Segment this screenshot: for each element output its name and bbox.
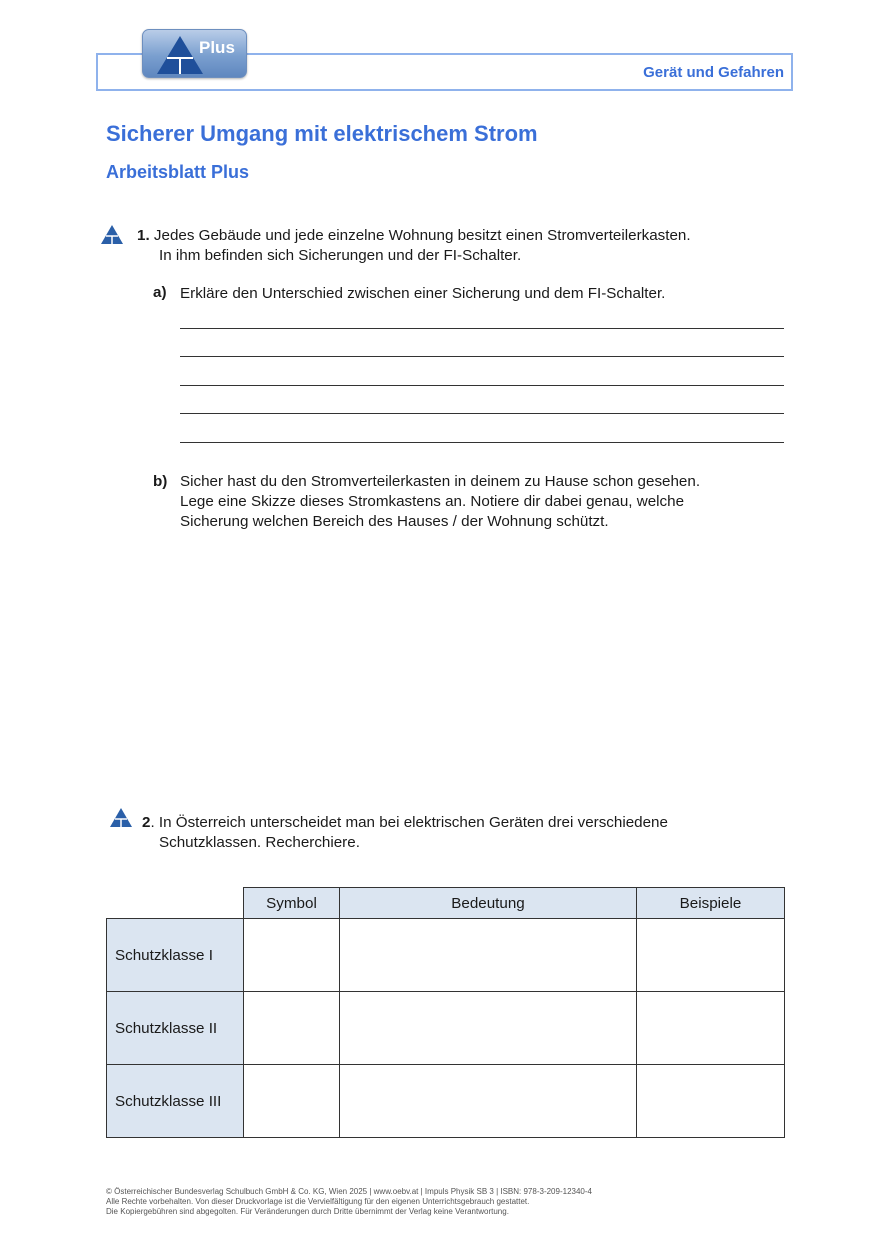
column-header-symbol: Symbol	[244, 888, 340, 919]
answer-line[interactable]	[180, 385, 784, 386]
table-cell[interactable]	[244, 919, 340, 992]
task2-number: 2	[142, 814, 151, 831]
table-cell[interactable]	[340, 1065, 637, 1138]
task1-number: 1.	[137, 227, 150, 244]
answer-line[interactable]	[180, 442, 784, 443]
task2-text	[142, 813, 668, 853]
table-row	[107, 919, 785, 992]
task1-line1: Jedes Gebäude und jede einzelne Wohnung besitzt einen Stromverteilerkasten.	[153, 227, 691, 244]
task1-text	[137, 226, 691, 266]
page-title: Sicherer Umgang mit elektrischem Strom	[106, 121, 538, 146]
task-pyramid-icon	[110, 808, 132, 827]
section-label: Gerät und Gefahren	[643, 64, 784, 81]
answer-line[interactable]	[180, 356, 784, 357]
table-corner	[107, 888, 244, 919]
task1b-line2: Lege eine Skizze dieses Stromkastens an. Notiere dir dabei genau, welche	[180, 493, 685, 510]
copyright-footer	[106, 1187, 592, 1217]
row-header: Schutzklasse II	[107, 992, 244, 1065]
footer-line1: © Österreichischer Bundesverlag Schulbuch GmbH & Co. KG, Wien 2025 | www.oebv.at | Impuls Physik SB 3 | ISBN: 978-3-209-12340-4	[106, 1187, 592, 1196]
footer-line3: Die Kopiergebühren sind abgegolten. Für Veränderungen durch Dritte übernimmt der Verlag keine Verantwortung.	[106, 1207, 509, 1216]
table-cell[interactable]	[244, 1065, 340, 1138]
task1b-line1: Sicher hast du den Stromverteilerkasten in deinem zu Hause schon gesehen.	[180, 473, 701, 490]
protection-class-table	[106, 887, 785, 1138]
task1a-label: a)	[153, 284, 167, 301]
table-cell[interactable]	[637, 992, 785, 1065]
table-cell[interactable]	[340, 919, 637, 992]
answer-line[interactable]	[180, 328, 784, 329]
table-row	[107, 992, 785, 1065]
table-cell[interactable]	[340, 992, 637, 1065]
column-header-bedeutung: Bedeutung	[340, 888, 637, 919]
pyramid-icon	[157, 36, 203, 74]
plus-logo	[142, 29, 247, 78]
task-pyramid-icon	[101, 225, 123, 244]
column-header-beispiele: Beispiele	[637, 888, 785, 919]
task1a-text: Erkläre den Unterschied zwischen einer Sicherung und dem FI-Schalter.	[180, 285, 666, 302]
logo-text: Plus	[199, 38, 235, 57]
table-cell[interactable]	[244, 992, 340, 1065]
table-cell[interactable]	[637, 919, 785, 992]
task1b-line3: Sicherung welchen Bereich des Hauses / der Wohnung schützt.	[180, 513, 609, 530]
row-header: Schutzklasse III	[107, 1065, 244, 1138]
table-row	[107, 1065, 785, 1138]
task2-line1: . In Österreich unterscheidet man bei elektrischen Geräten drei verschiedene	[150, 814, 668, 831]
table-header-row	[107, 888, 785, 919]
task1b-label: b)	[153, 473, 168, 490]
task1-line2: In ihm befinden sich Sicherungen und der FI-Schalter.	[159, 247, 522, 264]
task1b-text	[180, 472, 700, 532]
row-header: Schutzklasse I	[107, 919, 244, 992]
answer-line[interactable]	[180, 413, 784, 414]
footer-line2: Alle Rechte vorbehalten. Von dieser Druckvorlage ist die Vervielfältigung für den eigenen Unterrichtsgebrauch gestattet.	[106, 1197, 530, 1206]
page-subtitle: Arbeitsblatt Plus	[106, 162, 250, 182]
table-cell[interactable]	[637, 1065, 785, 1138]
task2-line2: Schutzklassen. Recherchiere.	[159, 834, 360, 851]
